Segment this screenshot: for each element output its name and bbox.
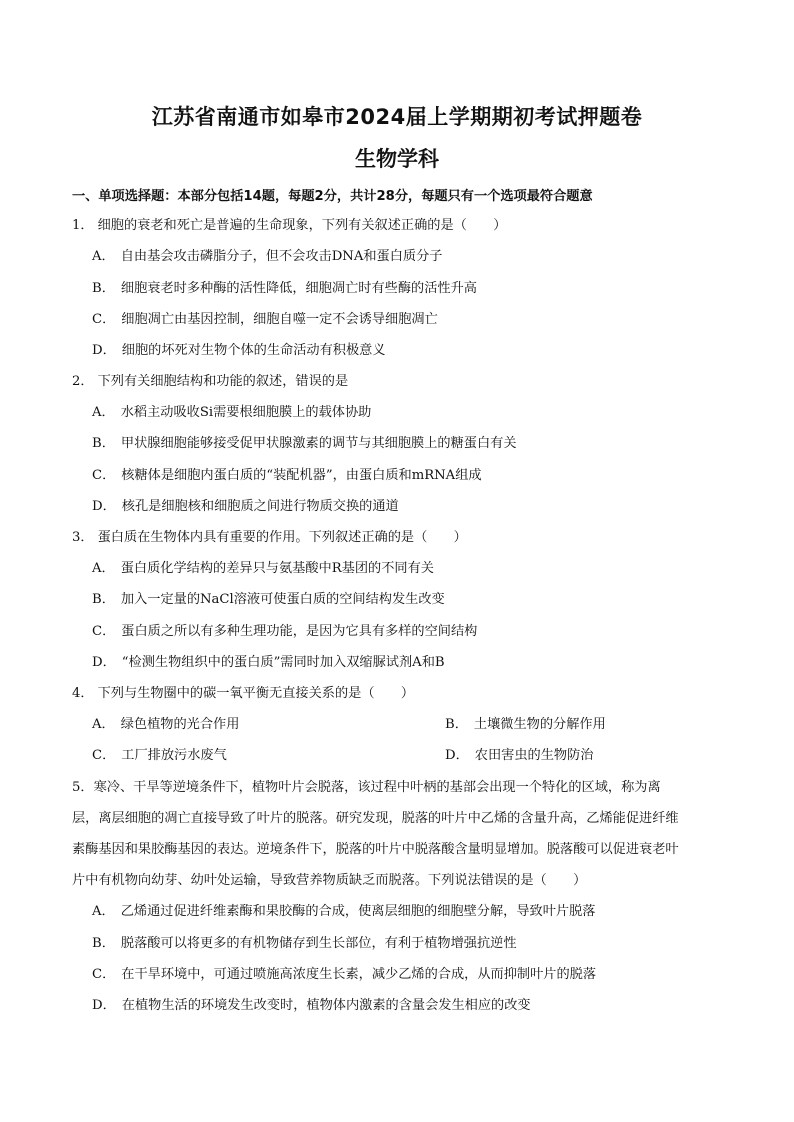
option-text: 脱落酸可以将更多的有机物储存到生长部位，有利于植物增强抗逆性 — [120, 936, 517, 951]
question-1-option-d — [92, 340, 732, 362]
option-text: 自由基会攻击磷脂分子，但不会攻击DNA和蛋白质分子 — [120, 249, 443, 264]
option-letter: C． — [92, 967, 116, 982]
option-text: 细胞凋亡由基因控制，细胞自噬一定不会诱导细胞凋亡 — [121, 312, 438, 327]
question-2-option-b — [92, 433, 732, 455]
option-letter: B． — [92, 436, 115, 451]
question-number: 1． — [72, 218, 94, 233]
question-number: 3． — [72, 530, 94, 545]
option-letter: A． — [92, 561, 115, 576]
question-text: 蛋白质在生物体内具有重要的作用。下列叙述正确的是（ ） — [97, 530, 467, 545]
question-2-option-a — [92, 402, 732, 424]
question-5-stem-line-2: 层，离层细胞的凋亡直接导致了叶片的脱落。研究发现，脱落的叶片中乙烯的含量升高，乙烯能促进纤维 — [72, 811, 679, 826]
question-3-option-a — [92, 558, 732, 580]
option-text: 甲状腺细胞能够接受促甲状腺激素的调节与其细胞膜上的糖蛋白有关 — [120, 436, 517, 451]
question-4-stem — [72, 683, 732, 705]
option-letter: C． — [92, 748, 116, 763]
question-4-option-d — [445, 745, 745, 767]
option-text: 在植物生活的环境发生改变时，植物体内激素的含量会发生相应的改变 — [121, 998, 531, 1013]
question-4-option-b — [445, 714, 745, 736]
option-text: 工厂排放污水废气 — [121, 748, 227, 763]
option-letter: D． — [92, 998, 116, 1013]
question-1-option-b — [92, 278, 732, 300]
option-letter: D． — [445, 748, 469, 763]
option-letter: C． — [92, 312, 116, 327]
question-1-stem — [72, 215, 732, 237]
question-3-option-b — [92, 589, 732, 611]
option-text: “检测生物组织中的蛋白质”需同时加入双缩脲试剂A和B — [121, 655, 445, 670]
option-text: 蛋白质化学结构的差异只与氨基酸中R基团的不同有关 — [120, 561, 434, 576]
question-number: 5． — [72, 780, 94, 795]
question-text: 寒冷、干旱等逆境条件下，植物叶片会脱落，该过程中叶柄的基部会出现一个特化的区域，称为离 — [93, 780, 661, 795]
question-5-option-c — [92, 964, 732, 986]
option-letter: C． — [92, 624, 116, 639]
option-letter: A． — [92, 904, 115, 919]
option-letter: A． — [92, 717, 115, 732]
option-text: 绿色植物的光合作用 — [120, 717, 240, 732]
option-text: 核糖体是细胞内蛋白质的“装配机器”，由蛋白质和mRNA组成 — [121, 468, 482, 483]
option-text: 加入一定量的NaCl溶液可使蛋白质的空间结构发生改变 — [120, 592, 445, 607]
question-number: 4． — [72, 686, 94, 701]
question-text: 细胞的衰老和死亡是普遍的生命现象，下列有关叙述正确的是（ ） — [97, 218, 507, 233]
page-subtitle: 生物学科 — [355, 147, 439, 171]
option-text: 农田害虫的生物防治 — [474, 748, 594, 763]
option-text: 蛋白质之所以有多种生理功能，是因为它具有多样的空间结构 — [121, 624, 478, 639]
option-letter: D． — [92, 499, 116, 514]
question-5-option-a — [92, 901, 732, 923]
question-3-stem — [72, 527, 732, 549]
option-letter: D． — [92, 343, 116, 358]
option-text: 水稻主动吸收Si需要根细胞膜上的载体协助 — [120, 405, 372, 420]
question-text: 下列与生物圈中的碳一氧平衡无直接关系的是（ ） — [97, 686, 415, 701]
option-text: 在干旱环境中，可通过喷施高浓度生长素，减少乙烯的合成，从而抑制叶片的脱落 — [121, 967, 597, 982]
question-5-option-b — [92, 933, 732, 955]
section-heading: 一、单项选择题：本部分包括14题，每题2分，共计28分，每题只有一个选项最符合题意 — [72, 189, 593, 204]
option-text: 细胞的坏死对生物个体的生命活动有积极意义 — [121, 343, 386, 358]
question-5-option-d — [92, 995, 732, 1017]
option-letter: A． — [92, 405, 115, 420]
option-text: 乙烯通过促进纤维素酶和果胶酶的合成，使离层细胞的细胞壁分解，导致叶片脱落 — [120, 904, 596, 919]
question-5-stem-line-1 — [72, 777, 732, 799]
option-letter: B． — [92, 936, 115, 951]
question-1-option-c — [92, 309, 732, 331]
option-text: 土壤微生物的分解作用 — [473, 717, 606, 732]
question-2-option-d — [92, 496, 732, 518]
option-text: 核孔是细胞核和细胞质之间进行物质交换的通道 — [121, 499, 399, 514]
question-3-option-d — [92, 652, 732, 674]
question-1-option-a — [92, 246, 732, 268]
question-text: 下列有关细胞结构和功能的叙述，错误的是 — [97, 374, 349, 389]
question-5-stem-line-3: 素酶基因和果胶酶基因的表达。逆境条件下，脱落的叶片中脱落酸含量明显增加。脱落酸可以促进衰老叶 — [72, 842, 679, 857]
question-2-option-c — [92, 465, 732, 487]
option-letter: C． — [92, 468, 116, 483]
page-title: 江苏省南通市如皋市2024届上学期期初考试押题卷 — [151, 105, 643, 129]
option-letter: A． — [92, 249, 115, 264]
question-2-stem — [72, 371, 732, 393]
question-3-option-c — [92, 621, 732, 643]
option-letter: B． — [92, 281, 115, 296]
question-5-stem-line-4: 片中有机物向幼芽、幼叶处运输，导致营养物质缺乏而脱落。下列说法错误的是（ ） — [72, 873, 587, 888]
option-letter: D． — [92, 655, 116, 670]
option-letter: B． — [92, 592, 115, 607]
option-letter: B． — [445, 717, 468, 732]
question-number: 2． — [72, 374, 94, 389]
option-text: 细胞衰老时多种酶的活性降低，细胞凋亡时有些酶的活性升高 — [120, 281, 477, 296]
